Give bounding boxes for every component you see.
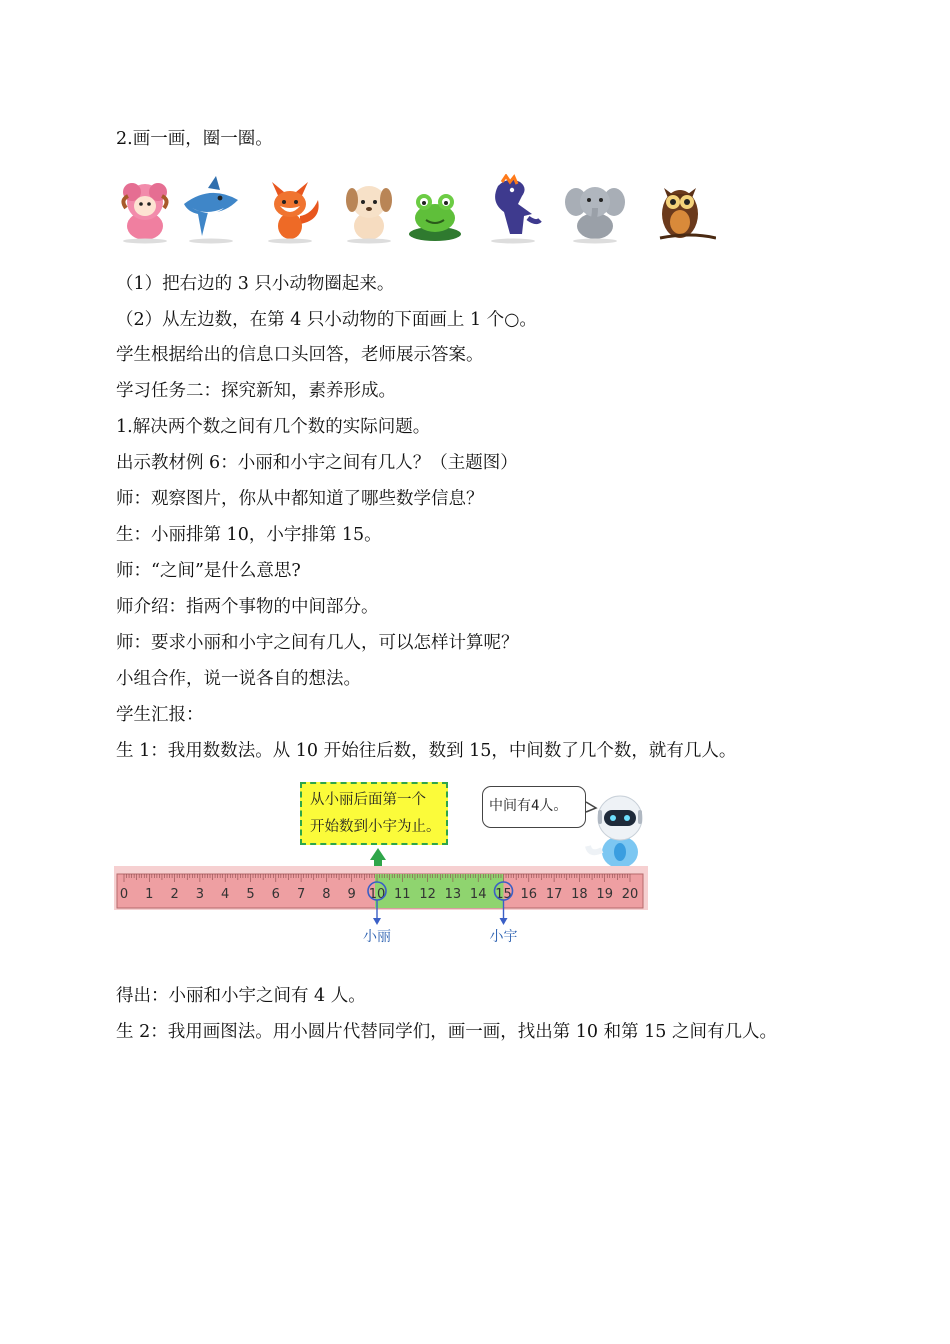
ruler-number: 16 xyxy=(520,887,538,902)
ruler-number: 0 xyxy=(119,887,129,902)
ruler-number: 6 xyxy=(271,887,280,902)
ruler-number: 11 xyxy=(394,887,411,902)
ruler-number: 1 xyxy=(145,887,154,902)
ruler-number: 14 xyxy=(469,887,487,902)
instruction-2: （2）从左边数，在第 4 只小动物的下面画上 1 个○。 xyxy=(116,310,537,330)
speech-bubble: 中间有4人。 xyxy=(482,786,586,828)
elephant-icon xyxy=(562,174,628,244)
ruler-number: 17 xyxy=(545,887,563,902)
ruler-number: 4 xyxy=(221,887,230,902)
dinosaur-icon xyxy=(480,174,546,244)
fox-icon xyxy=(260,174,326,244)
text-line: 小组合作，说一说各自的想法。 xyxy=(116,669,361,689)
note-line: 开始数到小宇为止。 xyxy=(310,819,441,835)
sheep-icon xyxy=(112,174,178,244)
ruler-graphic xyxy=(114,780,648,950)
ruler-ticks xyxy=(124,874,630,882)
ruler-number: 10 xyxy=(368,887,386,902)
ruler-number: 7 xyxy=(296,887,306,902)
text-line: 师：观察图片，你从中都知道了哪些数学信息？ xyxy=(116,489,484,509)
text-line: 师：要求小丽和小宇之间有几人，可以怎样计算呢？ xyxy=(116,633,519,653)
ruler-number: 3 xyxy=(195,887,205,902)
animal-row xyxy=(112,174,722,246)
text-line: 生 2：我用画图法。用小圆片代替同学们，画一画，找出第 10 和第 15 之间有几人。 xyxy=(116,1022,777,1042)
frog-icon xyxy=(402,174,468,244)
owl-icon xyxy=(650,174,716,244)
ruler-number: 20 xyxy=(621,887,639,902)
text-line: 生 1：我用数数法。从 10 开始往后数，数到 15，中间数了几个数，就有几人。 xyxy=(116,741,737,761)
ruler-number: 13 xyxy=(444,887,462,902)
ruler-number: 19 xyxy=(596,887,613,902)
note-line: 从小丽后面第一个 xyxy=(310,792,426,808)
text-line: 师：“之间”是什么意思? xyxy=(116,561,301,581)
text-line: 出示教材例 6：小丽和小宇之间有几人？（主题图） xyxy=(116,453,518,473)
ruler-number: 2 xyxy=(170,887,179,902)
ruler-number: 15 xyxy=(495,887,512,902)
text-line: 生：小丽排第 10，小宇排第 15。 xyxy=(116,525,382,545)
text-line: 学生汇报： xyxy=(116,705,204,725)
robot-icon xyxy=(588,796,642,868)
text-line: 师介绍：指两个事物的中间部分。 xyxy=(116,597,379,617)
puppy-icon xyxy=(336,174,402,244)
ruler-number: 9 xyxy=(347,887,356,902)
ruler-number: 8 xyxy=(322,887,331,902)
number-line-figure xyxy=(114,780,648,950)
label-xiaoli: 小丽 xyxy=(363,929,391,945)
text-line: 1.解决两个数之间有几个数的实际问题。 xyxy=(116,417,431,437)
instruction-1: （1）把右边的 3 只小动物圈起来。 xyxy=(116,274,395,294)
ruler-number: 5 xyxy=(246,887,255,902)
ruler-number: 12 xyxy=(419,887,436,902)
task-heading: 学习任务二：探究新知，素养形成。 xyxy=(116,381,396,401)
shark-icon xyxy=(178,174,244,244)
heading-draw-circle: 2.画一画，圈一圈。 xyxy=(116,129,273,149)
ruler-number: 18 xyxy=(571,887,588,902)
label-xiaoyu: 小宇 xyxy=(489,929,518,945)
conclusion: 得出：小丽和小宇之间有 4 人。 xyxy=(116,986,366,1006)
text-line: 学生根据给出的信息口头回答，老师展示答案。 xyxy=(116,345,484,365)
